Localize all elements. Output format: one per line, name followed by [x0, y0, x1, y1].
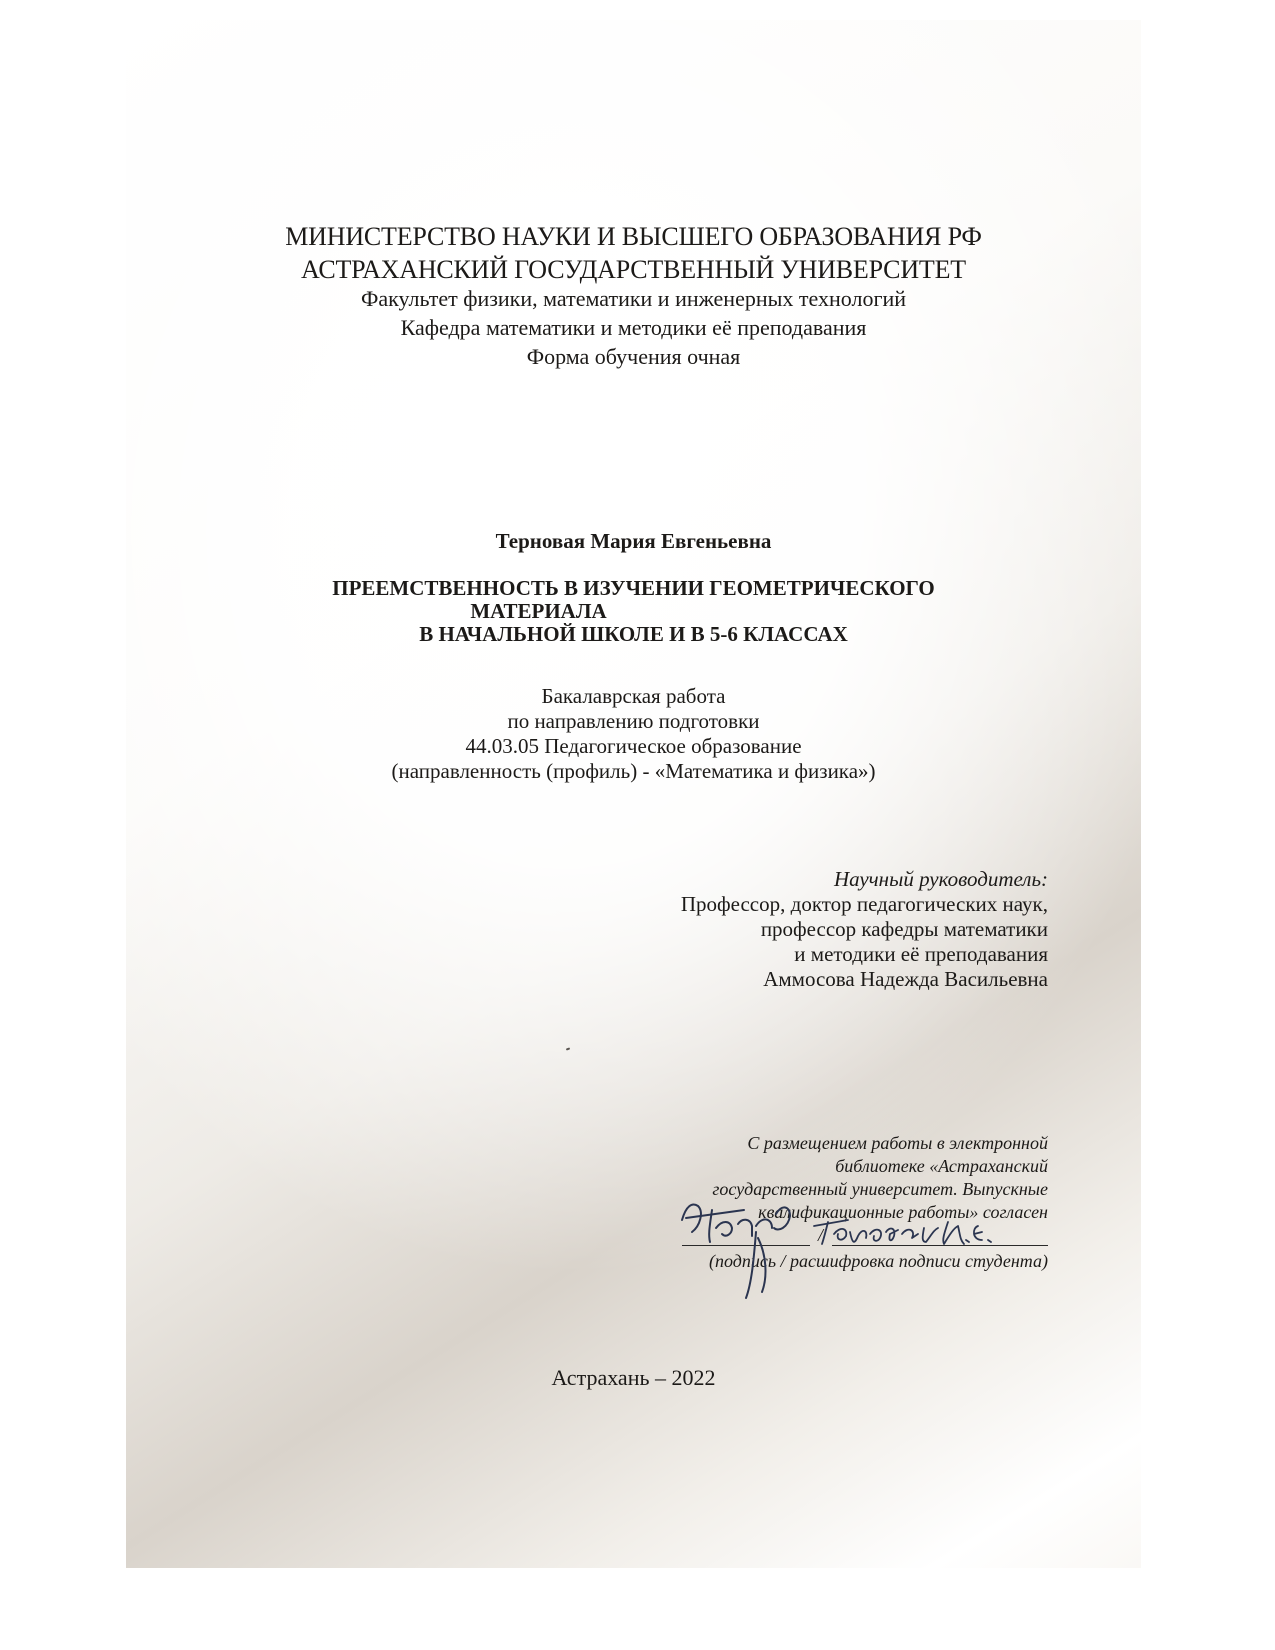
- thesis-title-line-2: МАТЕРИАЛА: [470, 599, 607, 623]
- library-consent: [712, 1132, 1048, 1224]
- thesis-title: [126, 577, 1141, 646]
- scan-speck: [566, 1047, 570, 1050]
- signature-caption: (подпись / расшифровка подписи студента): [709, 1251, 1048, 1271]
- header-subdivisions: [126, 284, 1141, 371]
- work-type: Бакалаврская работа: [541, 684, 726, 708]
- direction-prefix: по направлению подготовки: [507, 709, 760, 733]
- consent-line-3: государственный университет. Выпускные: [712, 1179, 1048, 1199]
- signature-transcript-line: [832, 1245, 1048, 1246]
- consent-line-2: библиотеке «Астраханский: [835, 1156, 1048, 1176]
- author-name: Терновая Мария Евгеньевна: [495, 529, 772, 553]
- department-name: Кафедра математики и методики её преподавания: [400, 315, 867, 340]
- signature-line: [682, 1245, 810, 1246]
- consent-line-4: квалификационные работы» согласен: [758, 1202, 1048, 1222]
- advisor-position-2: профессор кафедры математики: [760, 917, 1048, 941]
- advisor-block: [681, 867, 1048, 992]
- signature-row: [670, 1223, 1048, 1249]
- header-institution: [126, 220, 1141, 286]
- thesis-title-line-1: ПРЕЕМСТВЕННОСТЬ В ИЗУЧЕНИИ ГЕОМЕТРИЧЕСКОГО: [332, 576, 935, 600]
- document-sheet: [126, 20, 1141, 1568]
- advisor-position-3: и методики её преподавания: [794, 942, 1048, 966]
- direction-profile: (направленность (профиль) - «Математика и физика»): [391, 759, 876, 783]
- study-form: Форма обучения очная: [526, 344, 741, 369]
- faculty-name: Факультет физики, математики и инженерных технологий: [360, 286, 907, 311]
- city-year: Астрахань – 2022: [551, 1365, 716, 1390]
- direction-code-name: 44.03.05 Педагогическое образование: [465, 734, 802, 758]
- thesis-title-line-3: В НАЧАЛЬНОЙ ШКОЛЕ И В 5-6 КЛАССАХ: [419, 622, 848, 646]
- consent-line-1: С размещением работы в электронной: [747, 1133, 1048, 1153]
- work-description: [126, 684, 1141, 784]
- advisor-position-1: Профессор, доктор педагогических наук,: [680, 892, 1048, 916]
- advisor-label: Научный руководитель:: [833, 867, 1048, 891]
- signature-slash: /: [818, 1225, 824, 1245]
- advisor-name: Аммосова Надежда Васильевна: [763, 967, 1048, 991]
- university-name: АСТРАХАНСКИЙ ГОСУДАРСТВЕННЫЙ УНИВЕРСИТЕТ: [301, 255, 966, 284]
- ministry-name: МИНИСТЕРСТВО НАУКИ И ВЫСШЕГО ОБРАЗОВАНИЯ РФ: [285, 222, 982, 251]
